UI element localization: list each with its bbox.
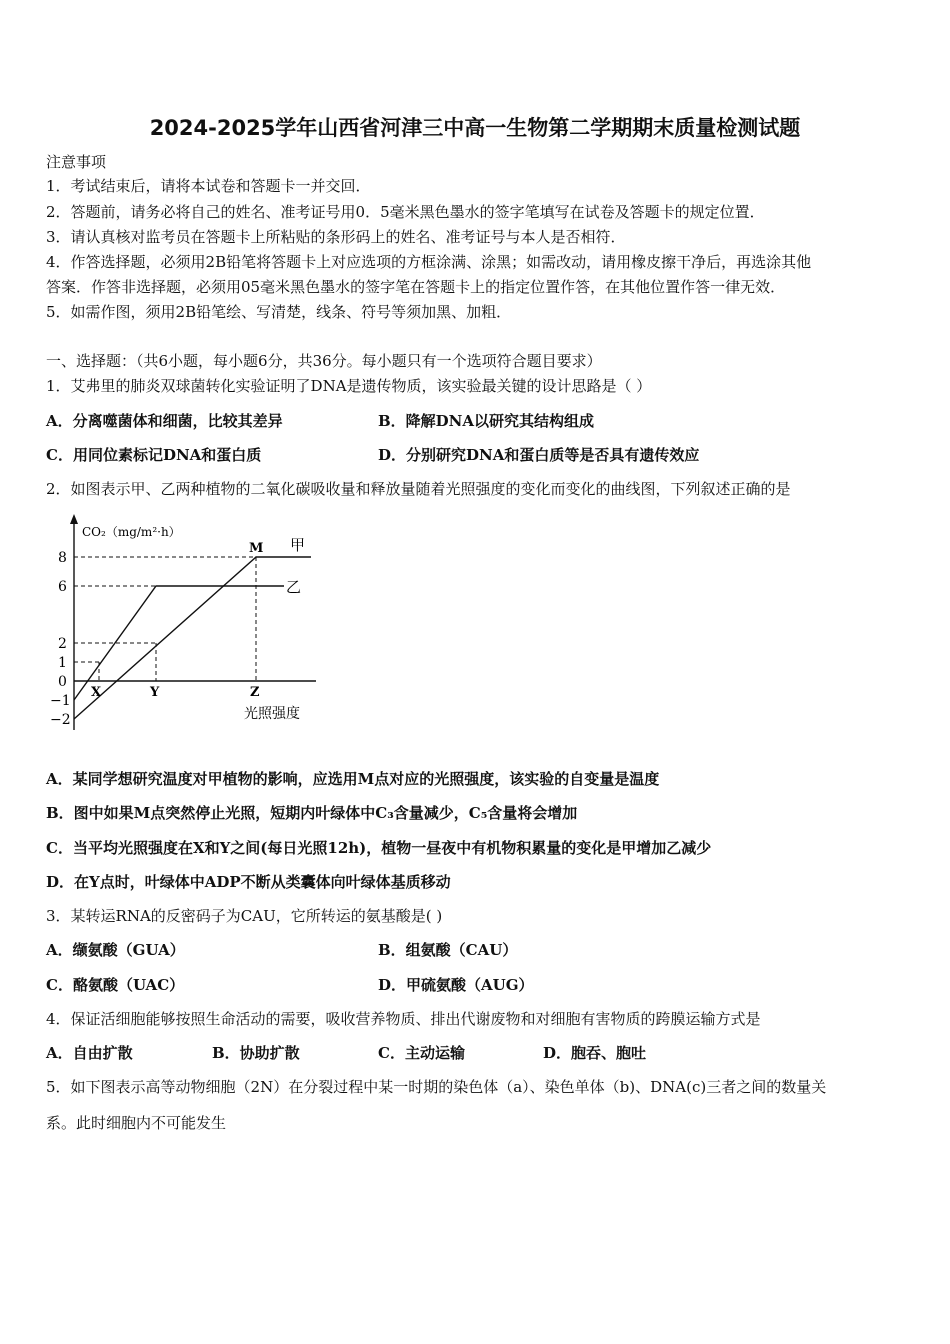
q1-option-b: B．降解DNA以研究其结构组成 [378,412,595,430]
section-heading: 一、选择题：（共6小题，每小题6分，共36分。每小题只有一个选项符合题目要求） [46,352,602,370]
q3-stem: 3．某转运RNA的反密码子为CAU，它所转运的氨基酸是( ) [46,907,443,925]
q3-option-b: B．组氨酸（CAU） [378,941,518,959]
y-tick-neg2: −2 [50,712,71,728]
q2-option-d: D．在Y点时，叶绿体中ADP不断从类囊体向叶绿体基质移动 [46,873,451,891]
q4-option-d: D．胞吞、胞吐 [543,1044,647,1062]
q5-stem-line1: 5．如下图表示高等动物细胞（2N）在分裂过程中某一时期的染色体（a）、染色单体（b)、DNA(c)三者之间的数量关 [46,1078,827,1096]
notice-item-3: 3．请认真核对监考员在答题卡上所粘贴的条形码上的姓名、准考证号与本人是否相符． [46,228,626,246]
y-tick-0: 0 [58,674,67,690]
co2-light-graph [46,512,326,742]
q2-option-b: B．图中如果M点突然停止光照，短期内叶绿体中C₃含量减少，C₅含量将会增加 [46,804,578,822]
series-label-yi: 乙 [286,578,302,596]
q4-option-c: C．主动运输 [378,1044,465,1062]
y-tick-1: 1 [58,655,67,671]
q4-option-b: B．协助扩散 [212,1044,300,1062]
notice-item-5: 5．如需作图，须用2B铅笔绘、写清楚，线条、符号等须加黑、加粗． [46,303,512,321]
q3-option-d: D．甲硫氨酸（AUG） [378,976,534,994]
y-tick-8: 8 [58,550,67,566]
notice-item-4: 4．作答选择题，必须用2B铅笔将答题卡上对应选项的方框涂满、涂黑；如需改动，请用橡皮擦干净后，再选涂其他 [46,253,812,271]
notice-item-1: 1．考试结束后，请将本试卷和答题卡一并交回． [46,177,371,195]
x-tick-x: X [91,685,102,700]
y-tick-6: 6 [58,579,67,595]
q1-option-c: C．用同位素标记DNA和蛋白质 [46,446,262,464]
y-tick-neg1: −1 [50,693,71,709]
q3-option-c: C．酪氨酸（UAC） [46,976,185,994]
curve-jia [74,557,311,719]
q2-stem: 2．如图表示甲、乙两种植物的二氧化碳吸收量和释放量随着光照强度的变化而变化的曲线图，下列叙述正确的是 [46,480,791,498]
q1-option-d: D．分别研究DNA和蛋白质等是否具有遗传效应 [378,446,700,464]
notice-heading: 注意事项 [46,153,107,171]
y-axis-arrow [70,514,78,524]
notice-item-4-cont: 答案．作答非选择题，必须用05毫米黑色墨水的签字笔在答题卡上的指定位置作答，在其他位置作答一律无效． [46,278,786,296]
q2-option-c: C．当平均光照强度在X和Y之间(每日光照12h)，植物一昼夜中有机物积累量的变化是甲增加乙减少 [46,839,712,857]
y-tick-2: 2 [58,636,67,652]
x-axis-label: 光照强度 [244,706,300,722]
q4-stem: 4．保证活细胞能够按照生命活动的需要，吸收营养物质、排出代谢废物和对细胞有害物质的跨膜运输方式是 [46,1010,761,1028]
q3-option-a: A．缬氨酸（GUA） [46,941,185,959]
x-tick-y: Y [150,685,160,700]
q4-option-a: A．自由扩散 [46,1044,133,1062]
notice-item-2: 2．答题前，请务必将自己的姓名、准考证号用0．5毫米黑色墨水的签字笔填写在试卷及答题卡的规定位置． [46,203,765,221]
point-m-label: M [249,541,264,556]
q1-option-a: A．分离噬菌体和细菌，比较其差异 [46,412,283,430]
q2-option-a: A．某同学想研究温度对甲植物的影响，应选用M点对应的光照强度，该实验的自变量是温度 [46,770,660,788]
series-label-jia: 甲 [290,536,306,554]
page-title: 2024-2025学年山西省河津三中高一生物第二学期期末质量检测试题 [149,116,801,140]
q5-stem-line2: 系。此时细胞内不可能发生 [46,1114,227,1132]
q1-stem: 1．艾弗里的肺炎双球菌转化实验证明了DNA是遗传物质，该实验最关键的设计思路是（ ） [46,377,652,395]
x-tick-z: Z [250,685,260,700]
y-axis-label: CO₂（mg/m²·h） [82,525,181,539]
